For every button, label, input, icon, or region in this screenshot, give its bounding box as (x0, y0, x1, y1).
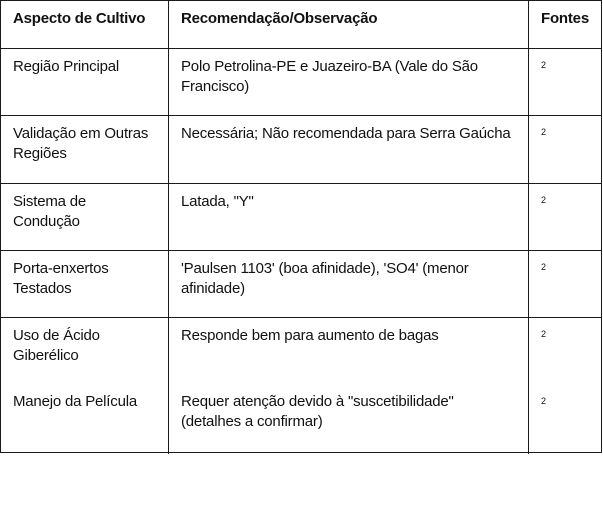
row-source: 2 (529, 317, 601, 385)
row-recommendation: Necessária; Não recomendada para Serra Gaúcha (169, 115, 529, 183)
header-sources: Fontes (541, 10, 589, 27)
row-aspect: Validação em Outras Regiões (1, 115, 169, 183)
row-source: 2 (529, 115, 601, 183)
row-aspect: Região Principal (1, 48, 169, 115)
row-aspect: Uso de Ácido Giberélico (1, 317, 169, 385)
row-aspect: Porta-enxertos Testados (1, 250, 169, 317)
row-source: 2 (529, 48, 601, 115)
row-recommendation: Latada, "Y" (169, 183, 529, 250)
header-aspect: Aspecto de Cultivo (1, 1, 169, 48)
row-recommendation: Responde bem para aumento de bagas (169, 317, 529, 385)
row-source: 2 (529, 250, 601, 317)
row-recommendation: 'Paulsen 1103' (boa afinidade), 'SO4' (menor afinidade) (169, 250, 529, 317)
row-recommendation: Polo Petrolina-PE e Juazeiro-BA (Vale do São Francisco) (169, 48, 529, 115)
row-source: 2 (541, 396, 546, 406)
row-aspect: Sistema de Condução (1, 183, 169, 250)
row-source: 2 (529, 183, 601, 250)
row-aspect: Manejo da Película (1, 385, 169, 454)
header-recommendation: Recomendação/Observação (169, 1, 529, 48)
row-recommendation: Requer atenção devido à "suscetibilidade" (detalhes a confirmar) (169, 385, 529, 454)
